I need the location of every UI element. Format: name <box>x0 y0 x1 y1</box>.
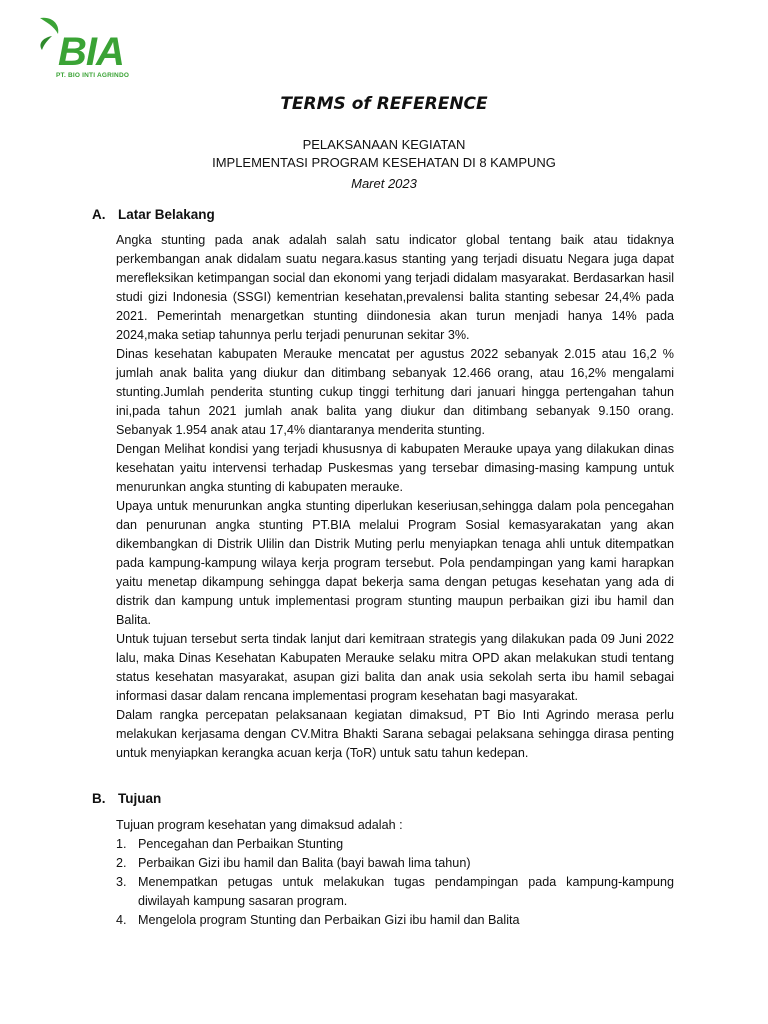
paragraph: Dinas kesehatan kabupaten Merauke mencatat per agustus 2022 sebanyak 2.015 atau 16,2 % jumlah anak balita yang diukur dan ditimbang sebanyak 12.466 orang, atau 16,2% mengalami stunting.Jumlah penderita stunting cukup tinggi terhitung dari januari hingga pertengahan tahun ini,pada tahun 2021 jumlah anak balita yang diukur dan ditimbang sebanyak 9.150 orang. Sebanyak 1.954 anak atau 17,4% diantaranya menderita stunting. <box>116 347 674 437</box>
logo-company-name: PT. BIO INTI AGRINDO <box>56 72 130 79</box>
heading-line-1: PELAKSANAAN KEGIATAN <box>302 137 466 152</box>
section-b-title: Tujuan <box>118 791 162 806</box>
section-a-title: Latar Belakang <box>118 207 215 222</box>
list-text: Menempatkan petugas untuk melakukan tugas pendampingan pada kampung-kampung diwilayah kampung sasaran program. <box>138 875 674 908</box>
list-number: 4. <box>116 913 127 927</box>
document-date: Maret 2023 <box>351 176 417 191</box>
paragraph: Dalam rangka percepatan pelaksanaan kegiatan dimaksud, PT Bio Inti Agrindo merasa perlu melakukan kerjasama dengan CV.Mitra Bhakti Sarana sebagai pelaksana sehingga dirasa penting untuk menyiapkan kerangka acuan kerja (ToR) untuk satu tahun kedepan. <box>116 708 674 760</box>
paragraph: Upaya untuk menurunkan angka stunting diperlukan keseriusan,sehingga dalam pola pencegahan dan penurunan angka stunting PT.BIA melalui Program Sosial kemasyarakatan yang akan dikembangkan di Distrik Ulilin dan Distrik Muting perlu menyiapkan tenaga ahli untuk ditempatkan pada kampung-kampung wilaya kerja program tersebut. Pola pendampingan yang kami harapkan yaitu menetap dikampung sehingga dapat bekerja sama dengan petugas kesehatan yang ada di distrik dan kampung untuk implementasi program stunting maupun perbaikan gizi ibu hamil dan Balita. <box>116 499 674 627</box>
list-item <box>116 854 674 873</box>
document-title: TERMS of REFERENCE <box>280 94 488 114</box>
list-number: 1. <box>116 837 127 851</box>
company-logo <box>34 14 144 84</box>
list-text: Perbaikan Gizi ibu hamil dan Balita (bayi bawah lima tahun) <box>138 856 471 870</box>
section-b-letter: B. <box>92 791 106 806</box>
section-b-heading <box>92 791 161 806</box>
logo-wordmark: BIA <box>58 30 124 74</box>
section-a-heading <box>92 207 215 222</box>
heading-line-2: IMPLEMENTASI PROGRAM KESEHATAN DI 8 KAMPUNG <box>212 155 556 170</box>
paragraph: Dengan Melihat kondisi yang terjadi khususnya di kabupaten Merauke upaya yang dilakukan dinas kesehatan yaitu intervensi terhadap Puskesmas yang tersebar dimasing-masing kampung untuk menurunkan angka stunting di kabupaten merauke. <box>116 442 674 494</box>
list-item <box>116 835 674 854</box>
paragraph: Angka stunting pada anak adalah salah satu indicator global tentang baik atau tidaknya perkembangan anak didalam suatu negara.kasus stanting yang terjadi disuatu Negara juga dapat merefleksikan ketimpangan social dan ekonomi yang terjadi didalam masyarakat. Berdasarkan hasil studi gizi Indonesia (SSGI) kementrian kesehatan,prevalensi balita stanting sebesar 24,4% pada 2021. Pemerintah menargetkan stunting diindonesia akan turun menjadi hanya 14% pada 2024,maka setiap tahunnya perlu terjadi penurunan sekitar 3%. <box>116 233 674 342</box>
paragraph: Untuk tujuan tersebut serta tindak lanjut dari kemitraan strategis yang dilakukan pada 09 Juni 2022 lalu, maka Dinas Kesehatan Kabupaten Merauke selaku mitra OPD akan melakukan studi tentang status kesehatan masyarakat, asupan gizi balita dan anak usia sekolah serta ibu hamil sebagai informasi dasar dalam rencana implementasi program kesehatan bagi masyarakat. <box>116 632 674 703</box>
list-number: 2. <box>116 856 127 870</box>
list-item <box>116 873 674 911</box>
list-text: Mengelola program Stunting dan Perbaikan Gizi ibu hamil dan Balita <box>138 913 520 927</box>
list-item <box>116 911 674 930</box>
section-a-body <box>116 231 674 763</box>
section-a-letter: A. <box>92 207 106 222</box>
objectives-list <box>116 835 674 930</box>
list-text: Pencegahan dan Perbaikan Stunting <box>138 837 344 851</box>
list-number: 3. <box>116 875 127 889</box>
section-b-intro: Tujuan program kesehatan yang dimaksud adalah : <box>116 818 403 832</box>
